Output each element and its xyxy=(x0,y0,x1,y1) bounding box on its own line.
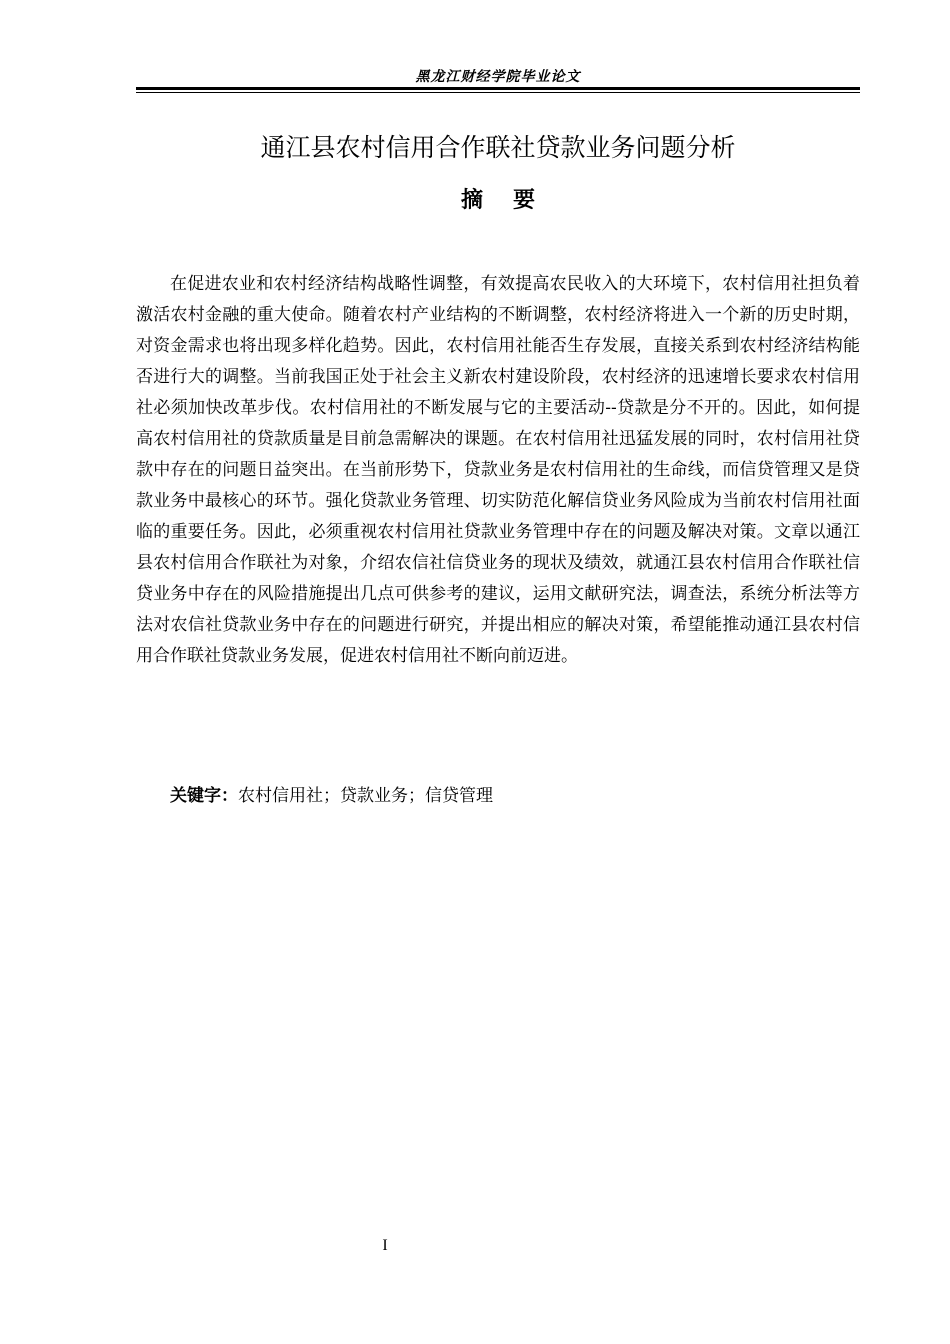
abstract-body: 在促进农业和农村经济结构战略性调整，有效提高农民收入的大环境下，农村信用社担负着激活农村金融的重大使命。随着农村产业结构的不断调整，农村经济将进入一个新的历史时期，对资金需求也将出现多样化趋势。因此，农村信用社能否生存发展，直接关系到农村经济结构能否进行大的调整。当前我国正处于社会主义新农村建设阶段，农村经济的迅速增长要求农村信用社必须加快改革步伐。农村信用社的不断发展与它的主要活动--贷款是分不开的。因此，如何提高农村信用社的贷款质量是目前急需解决的课题。在农村信用社迅猛发展的同时，农村信用社贷款中存在的问题日益突出。在当前形势下，贷款业务是农村信用社的生命线，而信贷管理又是贷款业务中最核心的环节。强化贷款业务管理、切实防范化解信贷业务风险成为当前农村信用社面临的重要任务。因此，必须重视农村信用社贷款业务管理中存在的问题及解决对策。文章以通江县农村信用合作联社为对象，介绍农信社信贷业务的现状及绩效，就通江县农村信用合作联社信贷业务中存在的风险措施提出几点可供参考的建议，运用文献研究法，调查法，系统分析法等方法对农信社贷款业务中存在的问题进行研究，并提出相应的解决对策，希望能推动通江县农村信用合作联社贷款业务发展，促进农村信用社不断向前迈进。 xyxy=(136,274,860,666)
keywords-line xyxy=(170,782,860,810)
running-header: 黑龙江财经学院毕业论文 xyxy=(415,69,581,85)
paper-title: 通江县农村信用合作联社贷款业务问题分析 xyxy=(260,133,736,162)
header-rule-thick xyxy=(136,87,860,90)
page-number: I xyxy=(382,1237,388,1254)
keywords-label: 关键字： xyxy=(170,786,238,806)
keywords-value: 农村信用社；贷款业务；信贷管理 xyxy=(238,786,493,806)
header-rule-thin xyxy=(136,92,860,93)
abstract-heading: 摘要 xyxy=(460,188,565,213)
